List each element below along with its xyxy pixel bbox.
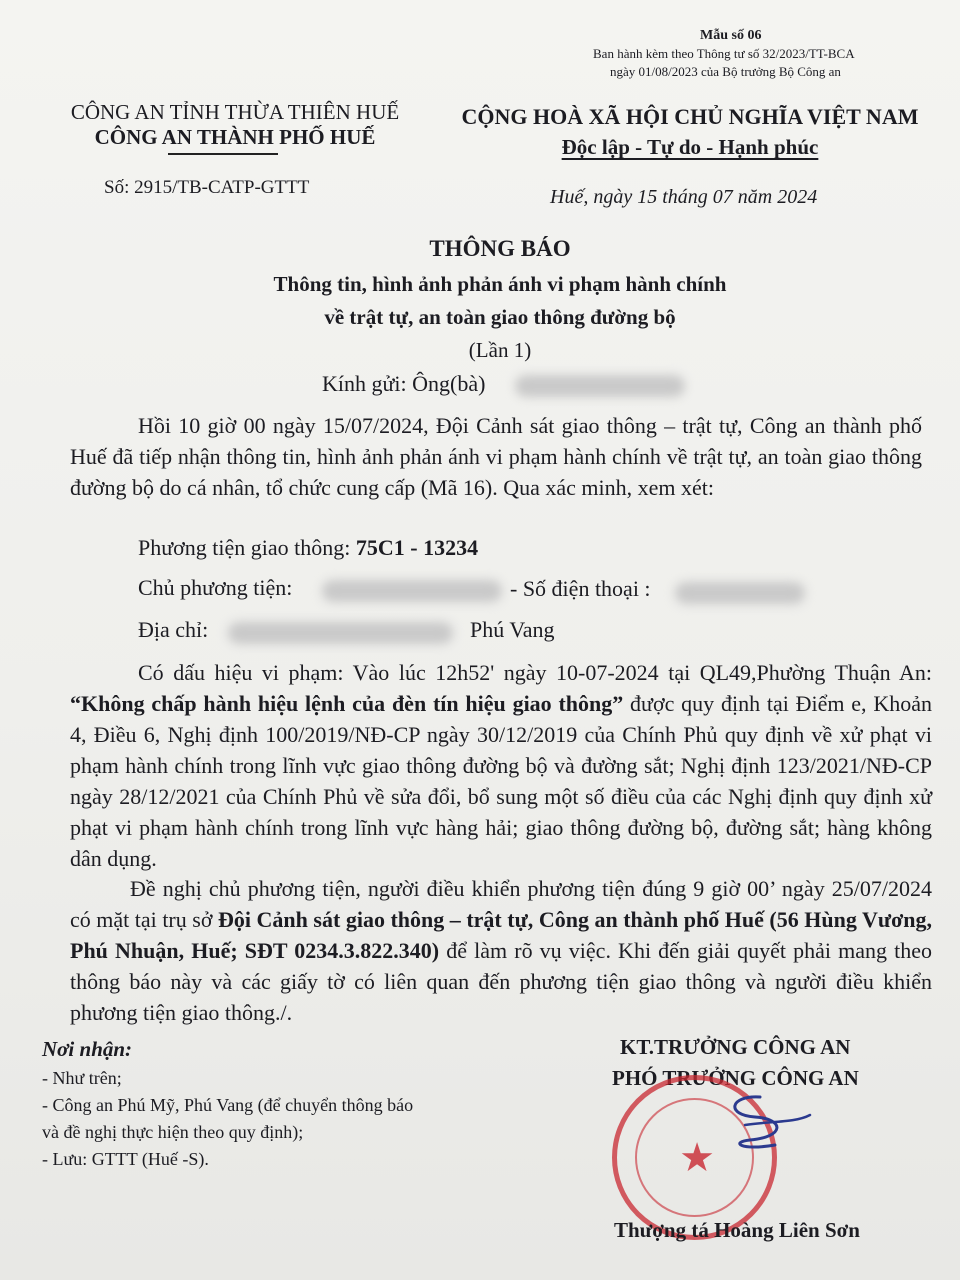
phone-label: - Số điện thoại : xyxy=(510,576,651,601)
violation-intro: Có dấu hiệu vi phạm: Vào lúc 12h52' ngày 10-07-2024 tại QL49,Phường Thuận An: xyxy=(138,660,932,685)
form-issued-line-1: Ban hành kèm theo Thông tư số 32/2023/TT-BCA xyxy=(593,46,855,61)
document-subtitle-2: về trật tự, an toàn giao thông đường bộ xyxy=(324,305,676,329)
violation-legal-basis: được quy định tại Điểm e, Khoản 4, Điều 6, Nghị định 100/2019/NĐ-CP ngày 30/12/2019 của Chính Phủ quy định về xử phạt vi phạm hành chính trong lĩnh vực giao thông đường bộ và đường sắt; Nghị định 123/2021/NĐ-CP ngày 28/12/2021 của Chính Phủ về sửa đổi, bổ sung một số điều của các Nghị định quy định xử phạt vi phạm hành chính trong lĩnh vực hàng hải; giao thông đường bộ, đường sắt; hàng không dân dụng. xyxy=(70,691,932,871)
request-intro: Đề nghị chủ phương tiện, người điều khiển phương tiện đúng 9 giờ 00’ ngày 25/07/2024 có mặt tại trụ sở xyxy=(70,876,932,932)
redacted-owner-name xyxy=(322,580,502,602)
recipient-item-2-cont: và đề nghị thực hiện theo quy định); xyxy=(42,1122,304,1142)
notice-count: (Lần 1) xyxy=(468,338,532,362)
violation-name: “Không chấp hành hiệu lệnh của đèn tín hiệu giao thông” xyxy=(70,691,624,716)
seal-star-icon: ★ xyxy=(679,1135,715,1180)
national-title: CỘNG HOÀ XÃ HỘI CHỦ NGHĨA VIỆT NAM xyxy=(461,104,919,129)
vehicle-label: Phương tiện giao thông: xyxy=(138,535,356,560)
request-place: Đội Cảnh sát giao thông – trật tự, Công an thành phố Huế (56 Hùng Vương, Phú Nhuận, Huế; SĐT 0234.3.822.340) xyxy=(70,907,932,963)
reference-number: Số: 2915/TB-CATP-GTTT xyxy=(104,177,310,198)
document-title: THÔNG BÁO xyxy=(429,236,571,261)
dateline: Huế, ngày 15 tháng 07 năm 2024 xyxy=(550,186,818,208)
recipients-heading: Nơi nhận: xyxy=(42,1037,133,1061)
form-issued-line-2: ngày 01/08/2023 của Bộ trưởng Bộ Công an xyxy=(610,64,841,79)
document-subtitle-1: Thông tin, hình ảnh phản ánh vi phạm hành chính xyxy=(273,272,727,296)
intro-paragraph: Hồi 10 giờ 00 ngày 15/07/2024, Đội Cảnh sát giao thông – trật tự, Công an thành phố Huế đã tiếp nhận thông tin, hình ảnh phản ánh vi phạm hành chính về trật tự, an toàn giao thông đường bộ do cá nhân, tổ chức cung cấp (Mã 16). Qua xác minh, xem xét: xyxy=(70,413,922,500)
address-district: Phú Vang xyxy=(470,617,555,642)
agency-name: CÔNG AN THÀNH PHỐ HUẾ xyxy=(94,125,376,149)
agency-underline xyxy=(168,153,278,155)
addressee-label: Kính gửi: Ông(bà) xyxy=(322,371,486,396)
redacted-address xyxy=(228,622,453,644)
redacted-addressee-name xyxy=(515,375,685,397)
redacted-phone-number xyxy=(675,582,805,604)
request-paragraph xyxy=(70,873,932,1028)
signer-name: Thượng tá Hoàng Liên Sơn xyxy=(614,1218,860,1242)
agency-parent: CÔNG AN TỈNH THỪA THIÊN HUẾ xyxy=(70,100,400,124)
recipient-item-2: - Công an Phú Mỹ, Phú Vang (để chuyển thông báo xyxy=(42,1095,414,1115)
vehicle-plate: 75C1 - 13234 xyxy=(355,535,479,560)
handwritten-signature xyxy=(700,1085,820,1165)
violation-paragraph xyxy=(70,657,932,874)
request-rest: để làm rõ vụ việc. Khi đến giải quyết phải mang theo thông báo này và các giấy tờ có liên quan đến phương tiện giao thông và người điều khiển phương tiện giao thông./. xyxy=(70,938,933,1025)
signature-title-1: KT.TRƯỞNG CÔNG AN xyxy=(620,1035,851,1059)
national-motto xyxy=(455,135,925,160)
owner-label: Chủ phương tiện: xyxy=(138,575,293,600)
form-number: Mẫu số 06 xyxy=(700,28,762,43)
recipient-item-1: - Như trên; xyxy=(42,1068,122,1088)
recipient-item-3: - Lưu: GTTT (Huế -S). xyxy=(42,1149,209,1169)
vehicle-line xyxy=(138,535,478,561)
signature-title-2: PHÓ TRƯỞNG CÔNG AN xyxy=(612,1066,859,1090)
address-label: Địa chỉ: xyxy=(138,617,209,642)
motto-text: Độc lập - Tự do - Hạnh phúc xyxy=(561,135,819,159)
